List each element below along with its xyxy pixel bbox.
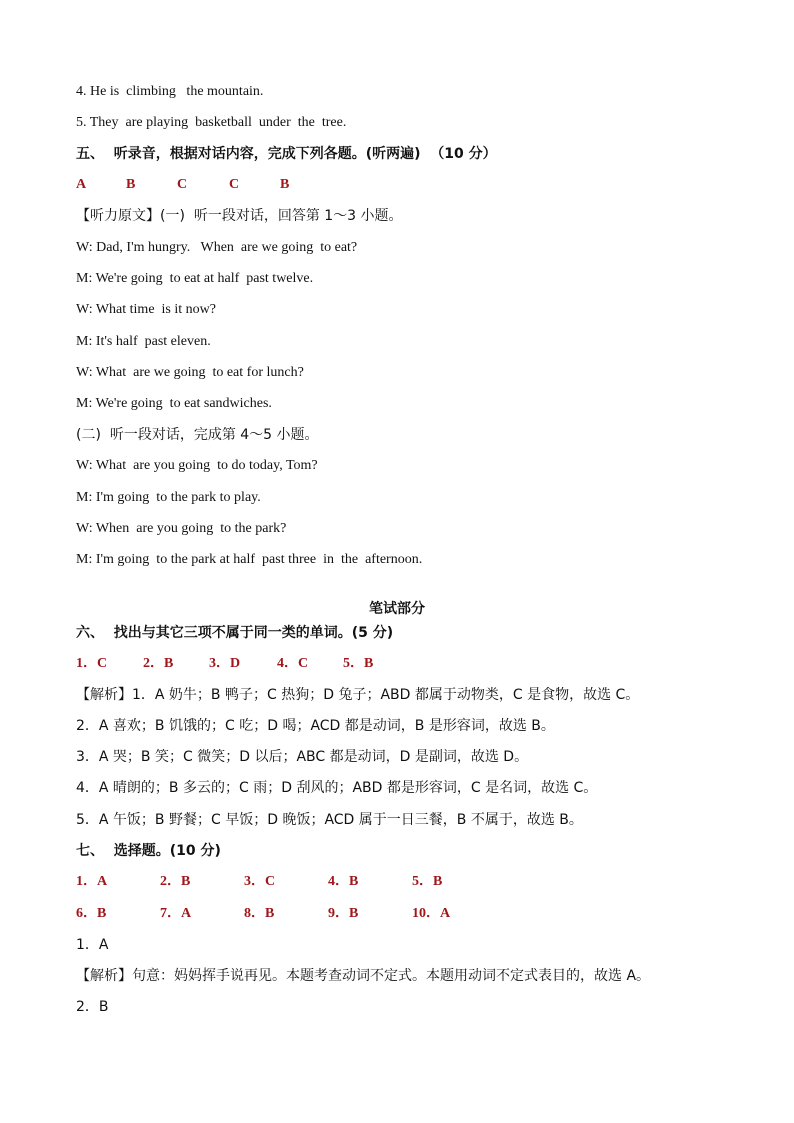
question-1-answer: 1．A [76, 937, 109, 953]
explanation-line: 【解析】1．A 奶牛；B 鸭子；C 热狗；D 兔子；ABD 都属于动物类，C 是食物，故选 C。 [76, 687, 640, 703]
answer-1: 1．C [76, 656, 108, 671]
explanation-line: 2．A 喜欢；B 饥饿的；C 吃；D 喝；ACD 都是动词，B 是形容词，故选 B。 [76, 718, 555, 734]
transcript-intro: 【听力原文】(一) 听一段对话，回答第 1～3 小题。 [76, 208, 403, 224]
dialog-line: M: It's half past eleven. [76, 334, 211, 349]
dialog-line: M: We're going to eat at half past twelve. [76, 271, 314, 286]
dialog-line: W: What are we going to eat for lunch? [76, 365, 304, 380]
question-1-explanation: 【解析】句意：妈妈挥手说再见。本题考查动词不定式。本题用动词不定式表目的，故选 A。 [76, 968, 651, 984]
dialog-line: W: What are you going to do today, Tom? [76, 458, 318, 473]
answer-5: B [280, 177, 290, 192]
section-7-heading: 七、 选择题。(10 分) [76, 843, 221, 859]
answer-4: 4．C [277, 656, 309, 671]
answer-4: C [229, 177, 240, 192]
answer-10: 10．A [412, 906, 451, 921]
question-2-answer: 2．B [76, 999, 109, 1015]
dialog-line: W: When are you going to the park? [76, 521, 287, 536]
answer-6: 6．B [76, 906, 107, 921]
explanation-line: 4．A 晴朗的；B 多云的；C 雨；D 刮风的；ABD 都是形容词，C 是名词，故选 C。 [76, 780, 598, 796]
answer-5: 5．B [412, 874, 443, 889]
dialog-line: M: We're going to eat sandwiches. [76, 396, 272, 411]
prev-item-4: 4. He is climbing the mountain. [76, 84, 264, 99]
answer-8: 8．B [244, 906, 275, 921]
dialog-line: W: Dad, I'm hungry. When are we going to eat? [76, 240, 358, 255]
dialog-line: M: I'm going to the park at half past three in the afternoon. [76, 552, 423, 567]
answer-1: A [76, 177, 87, 192]
dialog-line: W: What time is it now? [76, 302, 216, 317]
answer-2: 2．B [143, 656, 174, 671]
answer-2: B [126, 177, 136, 192]
answer-3: 3．C [244, 874, 276, 889]
answer-9: 9．B [328, 906, 359, 921]
explanation-line: 5．A 午饭；B 野餐；C 早饭；D 晚饭；ACD 属于一日三餐，B 不属于，故选 B。 [76, 812, 583, 828]
explanation-line: 3．A 哭；B 笑；C 微笑；D 以后；ABC 都是动词，D 是副词，故选 D。 [76, 749, 529, 765]
answer-1: 1．A [76, 874, 108, 889]
answer-4: 4．B [328, 874, 359, 889]
answer-5: 5．B [343, 656, 374, 671]
section-6-heading: 六、 找出与其它三项不属于同一类的单词。(5 分) [76, 625, 394, 641]
answer-3: C [177, 177, 188, 192]
dialog-line: M: I'm going to the park to play. [76, 490, 261, 505]
dialog-2-intro: (二) 听一段对话，完成第 4～5 小题。 [76, 427, 319, 443]
prev-item-5: 5. They are playing basketball under the tree. [76, 115, 347, 130]
answer-3: 3．D [209, 656, 241, 671]
answer-7: 7．A [160, 906, 192, 921]
section-5-heading: 五、 听录音，根据对话内容，完成下列各题。(听两遍) （10 分） [76, 146, 497, 162]
answer-2: 2．B [160, 874, 191, 889]
written-section-title: 笔试部分 [369, 601, 425, 617]
